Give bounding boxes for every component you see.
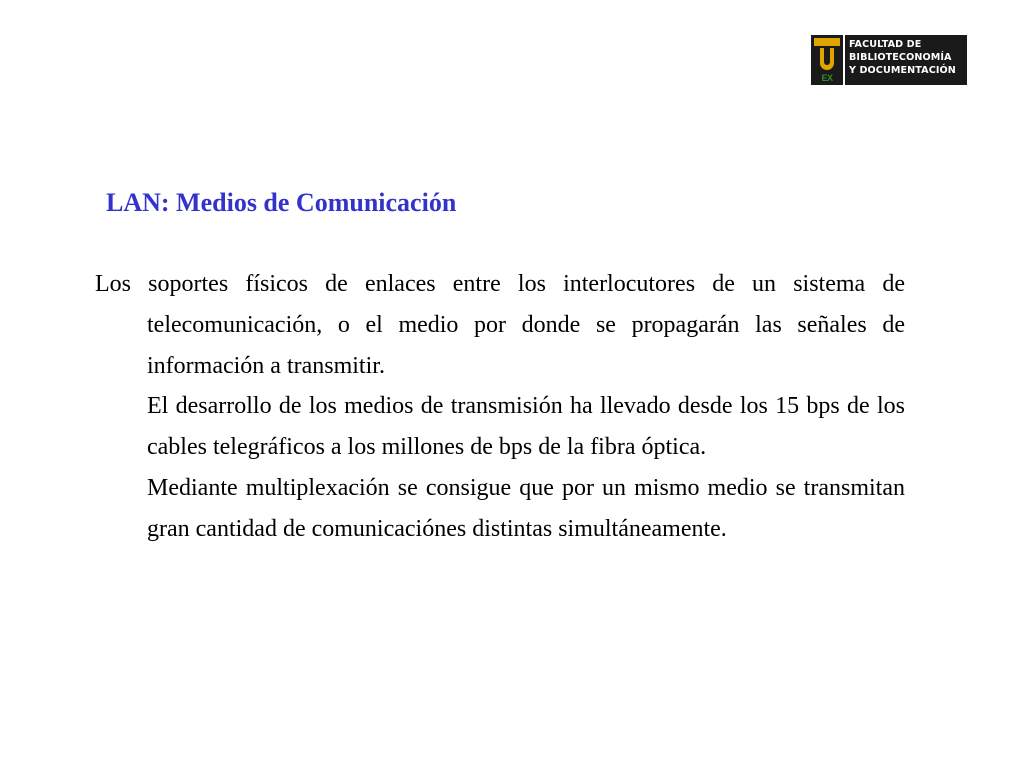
faculty-name-line: Y DOCUMENTACIÓN bbox=[849, 65, 956, 76]
slide-title: LAN: Medios de Comunicación bbox=[106, 188, 457, 217]
faculty-name-line: FACULTAD DE bbox=[849, 39, 922, 50]
body-paragraph: Los soportes físicos de enlaces entre los interlocutores de un sistema de telecomunicación, o el medio por donde se propagarán las señales de información a transmitir. bbox=[95, 271, 905, 379]
faculty-name-line: BIBLIOTECONOMÍA bbox=[849, 52, 952, 63]
body-paragraph: El desarrollo de los medios de transmisión ha llevado desde los 15 bps de los cables telegráficos a los millones de bps de la fibra óptica. bbox=[147, 393, 905, 461]
emblem-label: EX bbox=[821, 73, 833, 83]
slide-body bbox=[95, 264, 905, 550]
faculty-name bbox=[845, 35, 967, 85]
university-emblem-icon bbox=[811, 35, 843, 85]
body-paragraph: Mediante multiplexación se consigue que por un mismo medio se transmitan gran cantidad de comunicaciónes distintas simultáneamente. bbox=[147, 474, 905, 542]
faculty-logo bbox=[811, 35, 967, 85]
